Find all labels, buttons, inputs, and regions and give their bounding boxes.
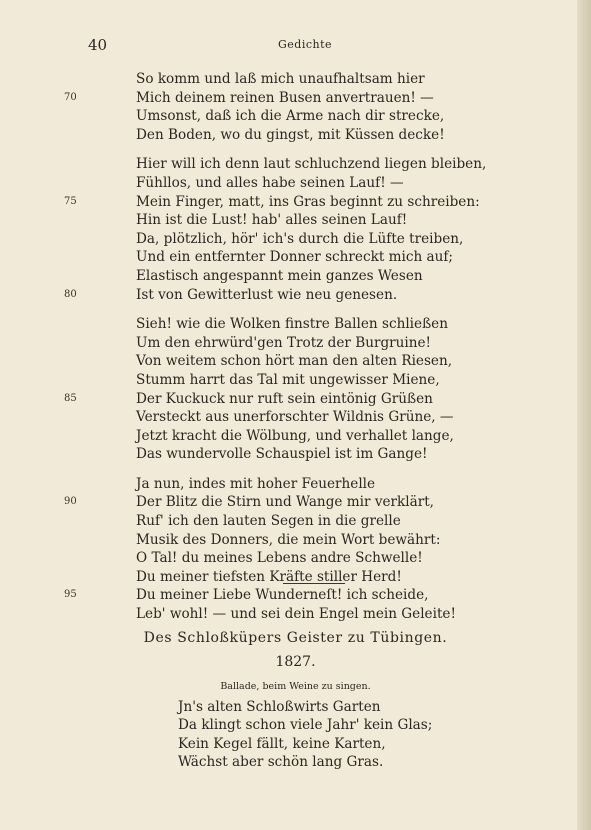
verse-text: Versteckt aus unerforschter Wildnis Grüne, —	[136, 409, 454, 426]
verse-line	[136, 445, 566, 464]
verse-text: Das wundervolle Schauspiel ist im Gange!	[136, 446, 428, 463]
verse-line	[136, 230, 566, 249]
verse-text: Da, plötzlich, hör' ich's durch die Lüfte treiben,	[136, 230, 464, 247]
verse-text: Du meiner Liebe Wunderneſt! ich scheide,	[136, 587, 429, 604]
verse-text: Du meiner tiefsten Kräfte stiller Herd!	[136, 568, 402, 585]
verse-line: Jn's alten Schloßwirts Garten	[178, 699, 381, 715]
line-number: 95	[64, 589, 77, 601]
poem-body	[64, 70, 566, 635]
verse-line	[64, 493, 566, 512]
line-number: 70	[64, 91, 77, 103]
running-title: Gedichte	[278, 38, 333, 51]
verse-text: Ruf' ich den lauten Segen in die grelle	[136, 513, 401, 530]
poem-year: 1827.	[275, 654, 316, 670]
verse-text: Hier will ich denn laut schluchzend liegen bleiben,	[136, 156, 487, 173]
verse-line	[136, 174, 566, 193]
stanza	[64, 70, 566, 144]
verse-line	[64, 193, 566, 212]
verse-line	[136, 315, 566, 334]
verse-line	[64, 286, 566, 305]
line-number: 90	[64, 496, 77, 508]
verse-line	[136, 427, 566, 446]
verse-line	[136, 568, 566, 587]
verse-text: Mich deinem reinen Busen anvertrauen! —	[136, 89, 434, 106]
verse-text: Umsonst, daß ich die Arme nach dir strecke,	[136, 108, 445, 125]
verse-line	[64, 89, 566, 108]
line-number: 75	[64, 195, 77, 207]
verse-text: So komm und laß mich unaufhaltsam hier	[136, 71, 425, 87]
verse-text: Der Blitz die Stirn und Wange mir verklärt,	[136, 494, 435, 511]
verse-text: Sieh! wie die Wolken finstre Ballen schließen	[136, 316, 448, 333]
verse-text: Leb' wohl! — und sei dein Engel mein Geleite!	[136, 606, 456, 623]
verse-line	[136, 371, 566, 390]
verse-text: Mein Finger, matt, ins Gras beginnt zu schreiben:	[136, 193, 480, 210]
verse-line	[136, 126, 566, 145]
verse-line	[136, 267, 566, 286]
verse-line	[136, 334, 566, 353]
poem-subtitle: Ballade, beim Weine zu singen.	[220, 681, 371, 692]
verse-line	[136, 512, 566, 531]
verse-line	[136, 408, 566, 427]
verse-line	[136, 549, 566, 568]
verse-text: Und ein entfernter Donner schreckt mich auf;	[136, 249, 453, 266]
verse-line	[136, 211, 566, 230]
poem-title: Des Schloßküpers Geister zu Tübingen.	[143, 630, 448, 646]
verse-line	[136, 107, 566, 126]
line-number: 85	[64, 392, 77, 404]
next-poem-body	[178, 698, 558, 772]
verse-line	[136, 70, 566, 89]
verse-line	[136, 352, 566, 371]
verse-line	[64, 390, 566, 409]
verse-line: Kein Kegel fällt, keine Karten,	[178, 735, 386, 752]
stanza	[64, 315, 566, 464]
section-divider	[283, 583, 345, 584]
verse-line: Da klingt schon viele Jahr' kein Glas;	[178, 717, 433, 734]
verse-text: Jetzt kracht die Wölbung, und verhallet lange,	[136, 427, 454, 444]
stanza	[64, 155, 566, 304]
verse-line	[136, 155, 566, 174]
verse-line	[136, 248, 566, 267]
verse-text: Der Kuckuck nur ruft sein eintönig Grüßen	[136, 390, 433, 407]
verse-text: Ist von Gewitterlust wie neu genesen.	[136, 286, 398, 303]
page-number: 40	[88, 36, 108, 54]
verse-text: O Tal! du meines Lebens andre Schwelle!	[136, 550, 423, 567]
verse-text: Hin ist die Lust! hab' alles seinen Lauf!	[136, 212, 408, 229]
verse-line	[136, 531, 566, 550]
verse-text: Musik des Donners, die mein Wort bewährt:	[136, 531, 441, 548]
stanza	[64, 475, 566, 624]
verse-text: Um den ehrwürd'gen Trotz der Burgruine!	[136, 334, 432, 351]
verse-text: Von weitem schon hört man den alten Riesen,	[136, 353, 453, 370]
verse-line: Wächst aber schön lang Gras.	[178, 754, 384, 771]
verse-text: Elastisch angespannt mein ganzes Wesen	[136, 267, 423, 284]
verse-line	[136, 475, 566, 494]
page-edge	[577, 0, 591, 830]
line-number: 80	[64, 288, 77, 300]
verse-line	[136, 605, 566, 624]
verse-text: Stumm harrt das Tal mit ungewisser Miene,	[136, 371, 440, 388]
verse-line	[64, 586, 566, 605]
verse-text: Den Boden, wo du gingst, mit Küssen decke!	[136, 126, 445, 143]
verse-text: Ja nun, indes mit hoher Feuerhelle	[136, 475, 376, 492]
page-header	[0, 36, 591, 56]
verse-text: Fühllos, und alles habe seinen Lauf! —	[136, 174, 404, 191]
